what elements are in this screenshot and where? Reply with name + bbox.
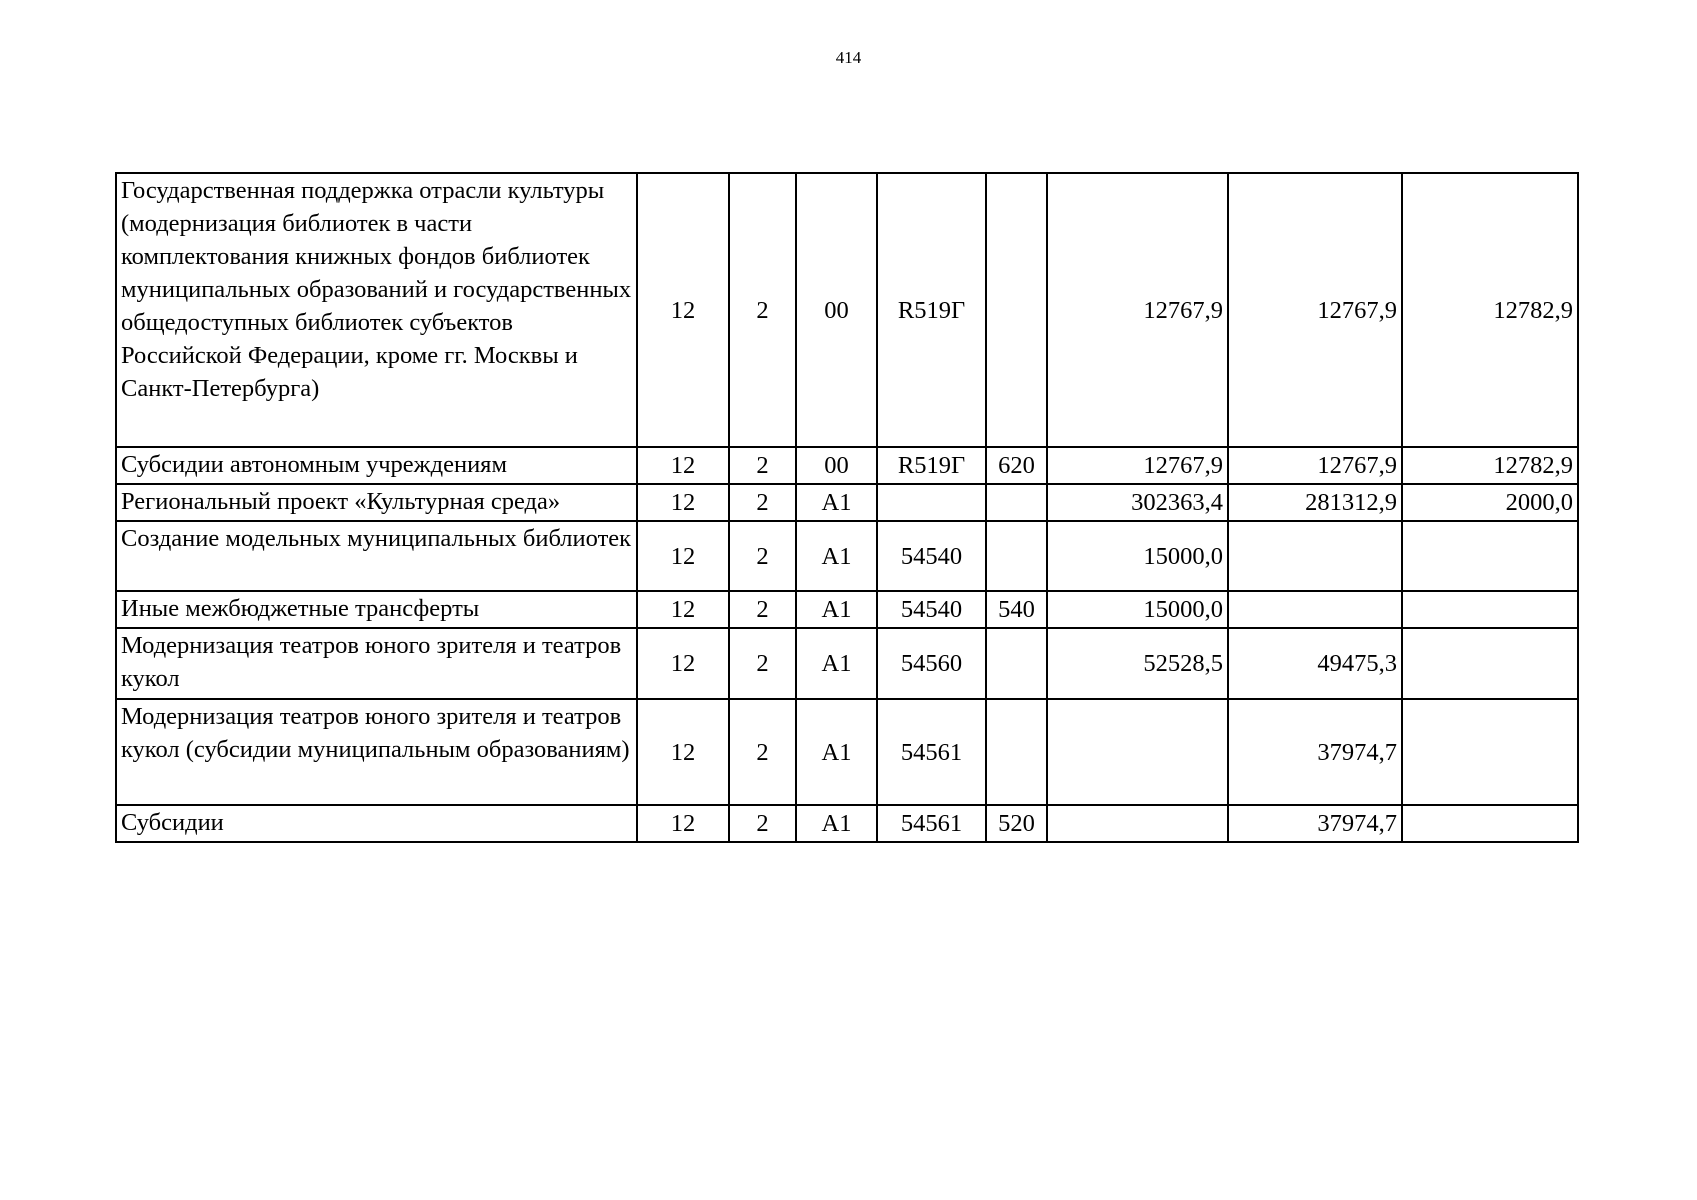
amount-year-3: 2000,0 xyxy=(1402,484,1578,521)
code-expense-type xyxy=(986,699,1047,805)
code-direction: 54560 xyxy=(877,628,986,699)
table-row xyxy=(116,447,1578,484)
amount-year-1: 12767,9 xyxy=(1047,447,1228,484)
code-section: 12 xyxy=(637,173,729,447)
code-section: 12 xyxy=(637,521,729,591)
table-row xyxy=(116,591,1578,628)
code-expense-type: 520 xyxy=(986,805,1047,842)
code-direction: 54561 xyxy=(877,805,986,842)
code-project: A1 xyxy=(796,521,877,591)
amount-year-1 xyxy=(1047,699,1228,805)
amount-year-2 xyxy=(1228,521,1402,591)
code-section: 12 xyxy=(637,628,729,699)
budget-table xyxy=(115,172,1579,843)
code-expense-type xyxy=(986,628,1047,699)
code-expense-type xyxy=(986,521,1047,591)
code-direction: 54561 xyxy=(877,699,986,805)
amount-year-2: 12767,9 xyxy=(1228,447,1402,484)
code-project: A1 xyxy=(796,628,877,699)
code-direction xyxy=(877,484,986,521)
amount-year-1: 15000,0 xyxy=(1047,591,1228,628)
code-project: 00 xyxy=(796,447,877,484)
code-expense-type: 540 xyxy=(986,591,1047,628)
amount-year-2: 37974,7 xyxy=(1228,699,1402,805)
code-expense-type: 620 xyxy=(986,447,1047,484)
code-subprogram: 2 xyxy=(729,699,796,805)
code-direction: 54540 xyxy=(877,591,986,628)
code-project: A1 xyxy=(796,484,877,521)
amount-year-3 xyxy=(1402,591,1578,628)
table-row xyxy=(116,699,1578,805)
row-name: Субсидии автономным учреждениям xyxy=(116,447,637,484)
row-name: Модернизация театров юного зрителя и театров кукол xyxy=(116,628,637,699)
code-subprogram: 2 xyxy=(729,521,796,591)
row-name: Создание модельных муниципальных библиотек xyxy=(116,521,637,591)
code-direction: 54540 xyxy=(877,521,986,591)
table-row xyxy=(116,173,1578,447)
code-section: 12 xyxy=(637,699,729,805)
amount-year-3: 12782,9 xyxy=(1402,447,1578,484)
code-subprogram: 2 xyxy=(729,591,796,628)
amount-year-1: 15000,0 xyxy=(1047,521,1228,591)
code-subprogram: 2 xyxy=(729,484,796,521)
code-project: A1 xyxy=(796,699,877,805)
code-section: 12 xyxy=(637,591,729,628)
code-subprogram: 2 xyxy=(729,173,796,447)
code-direction: R519Г xyxy=(877,447,986,484)
row-name: Государственная поддержка отрасли культуры (модернизация библиотек в части комплектования книжных фондов библиотек муниципальных образований и государственных общедоступных библиотек субъектов Российской Федерации, кроме гг. Москвы и Санкт-Петербурга) xyxy=(116,173,637,447)
amount-year-1: 302363,4 xyxy=(1047,484,1228,521)
amount-year-2: 37974,7 xyxy=(1228,805,1402,842)
amount-year-3 xyxy=(1402,628,1578,699)
row-name: Иные межбюджетные трансферты xyxy=(116,591,637,628)
row-name: Модернизация театров юного зрителя и театров кукол (субсидии муниципальным образованиям) xyxy=(116,699,637,805)
code-section: 12 xyxy=(637,805,729,842)
page-number: 414 xyxy=(835,48,862,67)
code-project: A1 xyxy=(796,591,877,628)
code-subprogram: 2 xyxy=(729,805,796,842)
code-expense-type xyxy=(986,173,1047,447)
code-direction: R519Г xyxy=(877,173,986,447)
amount-year-1: 52528,5 xyxy=(1047,628,1228,699)
code-subprogram: 2 xyxy=(729,628,796,699)
code-section: 12 xyxy=(637,484,729,521)
code-section: 12 xyxy=(637,447,729,484)
amount-year-2: 12767,9 xyxy=(1228,173,1402,447)
table-row xyxy=(116,521,1578,591)
amount-year-3 xyxy=(1402,805,1578,842)
code-project: 00 xyxy=(796,173,877,447)
amount-year-3 xyxy=(1402,699,1578,805)
amount-year-2 xyxy=(1228,591,1402,628)
code-project: A1 xyxy=(796,805,877,842)
table-row xyxy=(116,805,1578,842)
table-row xyxy=(116,484,1578,521)
row-name: Субсидии xyxy=(116,805,637,842)
code-subprogram: 2 xyxy=(729,447,796,484)
amount-year-2: 49475,3 xyxy=(1228,628,1402,699)
amount-year-2: 281312,9 xyxy=(1228,484,1402,521)
code-expense-type xyxy=(986,484,1047,521)
amount-year-3: 12782,9 xyxy=(1402,173,1578,447)
row-name: Региональный проект «Культурная среда» xyxy=(116,484,637,521)
amount-year-1: 12767,9 xyxy=(1047,173,1228,447)
amount-year-1 xyxy=(1047,805,1228,842)
table-row xyxy=(116,628,1578,699)
amount-year-3 xyxy=(1402,521,1578,591)
